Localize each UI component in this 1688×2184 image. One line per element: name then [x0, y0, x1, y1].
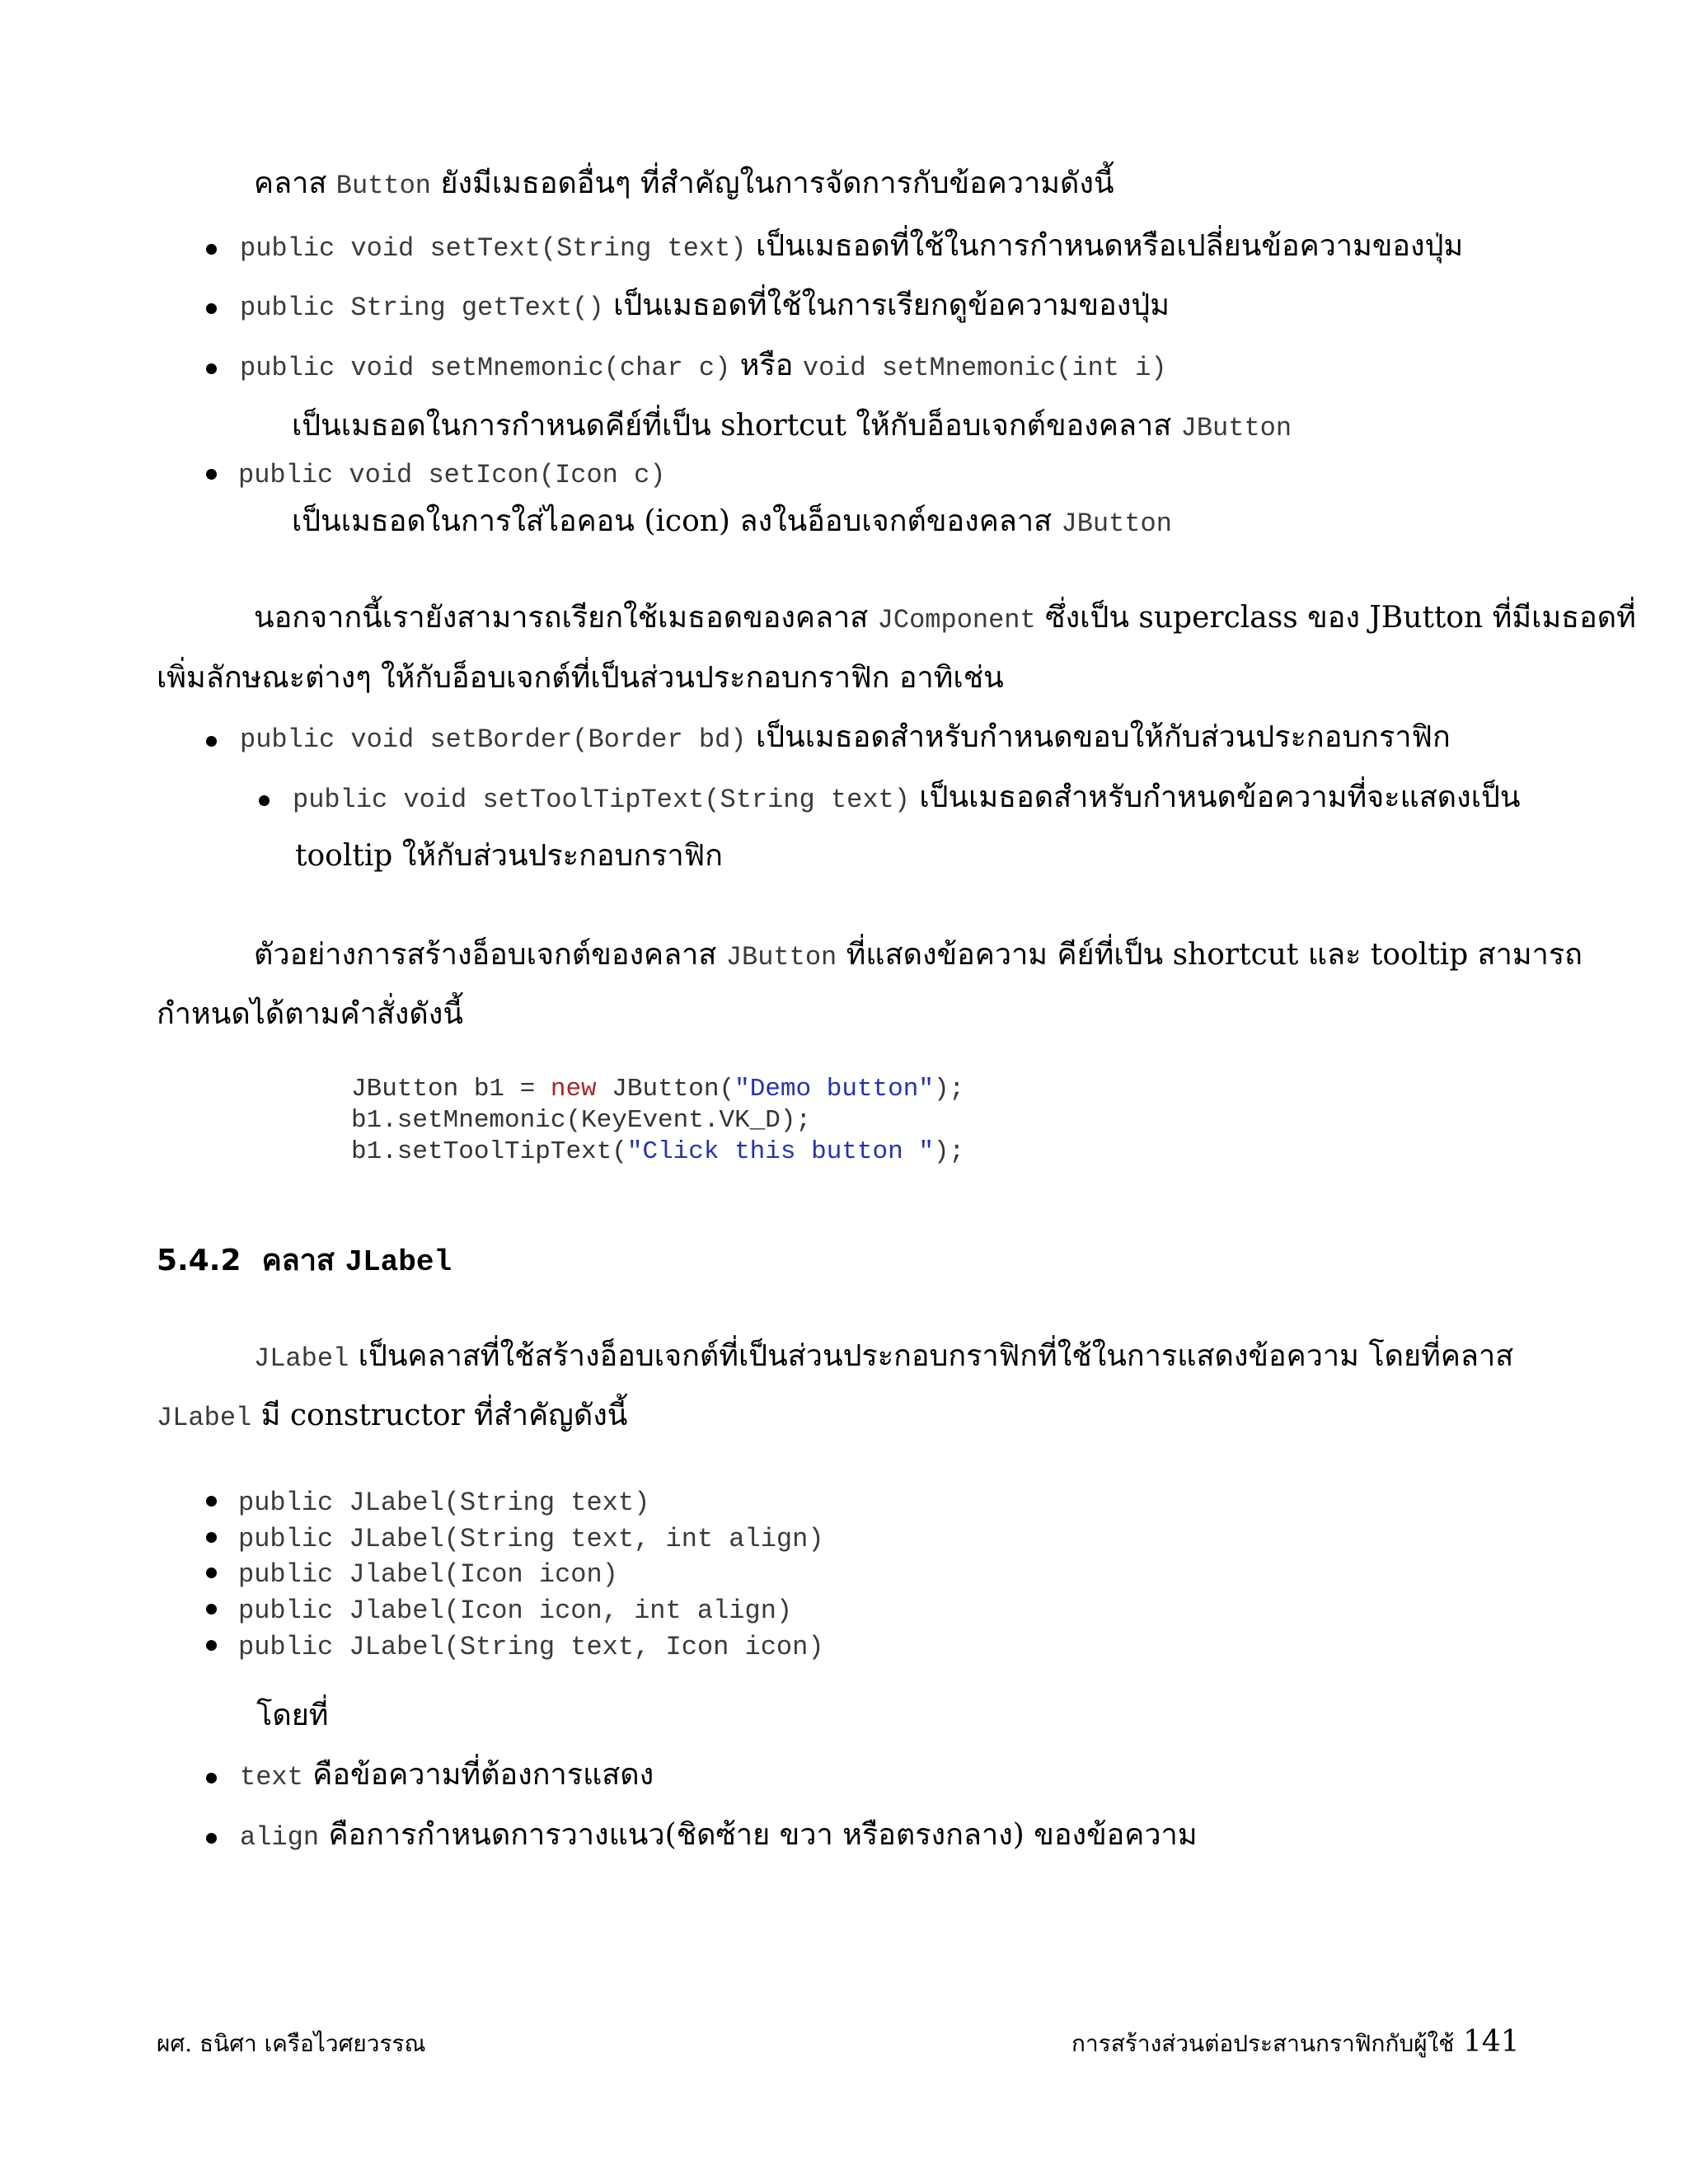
intro-paragraph: คลาส Button ยังมีเมธอดอื่นๆ ที่สำคัญในการจัดการกับข้อความดังนี้ — [254, 166, 1114, 201]
method-description: เป็นเมธอดในการกำหนดคีย์ที่เป็น shortcut ให้กับอ็อบเจกต์ของคลาส JButton — [292, 409, 1292, 443]
code-string: "Demo button" — [734, 1075, 934, 1104]
constructor-item: public Jlabel(Icon icon) — [238, 1559, 618, 1590]
method-setborder — [240, 718, 1451, 760]
method-settext — [240, 227, 1463, 269]
constructor-item: public Jlabel(Icon icon, int align) — [238, 1596, 793, 1626]
section-title-code: JLabel — [345, 1245, 452, 1279]
example-paragraph: ตัวอย่างการสร้างอ็อบเจกต์ของคลาส JButton ที่แสดงข้อความ คีย์ที่เป็น shortcut และ tooltip สามารถ — [254, 938, 1582, 972]
bullet — [206, 1568, 217, 1578]
inline-code: JLabel — [157, 1403, 252, 1433]
footer-author: ผศ. ธนิศา เครือไวศยวรรณ — [157, 2030, 426, 2057]
bullet — [206, 363, 217, 374]
code-line-1: JButton b1 = new JButton("Demo button"); — [351, 1075, 965, 1104]
bullet — [206, 1604, 217, 1615]
method-settooltiptext — [293, 778, 1521, 820]
method-seticon — [238, 453, 665, 495]
method-signature-alt: void setMnemonic(int i) — [802, 353, 1167, 383]
bullet — [206, 1496, 217, 1507]
constructor-item: public JLabel(String text, Icon icon) — [238, 1632, 824, 1662]
inline-code: JLabel — [254, 1343, 349, 1374]
where-label: โดยที่ — [256, 1699, 329, 1732]
jcomponent-paragraph-line-2: เพิ่มลักษณะต่างๆ ให้กับอ็อบเจกต์ที่เป็นส่วนประกอบกราฟิก อาทิเช่น — [157, 661, 1004, 695]
section-number: 5.4.2 — [157, 1244, 241, 1277]
bullet — [206, 1640, 217, 1651]
method-description: เป็นเมธอดที่ใช้ในการกำหนดหรือเปลี่ยนข้อความของปุ่ม — [746, 229, 1464, 263]
jcomponent-paragraph: นอกจากนี้เรายังสามารถเรียกใช้เมธอดของคลาส JComponent ซึ่งเป็น superclass ของ JButton ที่มีเมธอดที่ — [254, 601, 1636, 635]
method-setmnemonic: public void setMnemonic(char c) หรือ void setMnemonic(int i) — [240, 349, 1167, 383]
page-number: 141 — [1463, 2025, 1520, 2059]
bullet — [259, 795, 270, 806]
section-title-thai: คลาส — [261, 1244, 335, 1277]
footer-chapter-title: การสร้างส่วนต่อประสานกราฟิกกับผู้ใช้ — [1071, 2030, 1455, 2057]
bullet — [206, 303, 217, 314]
method-description: เป็นเมธอดที่ใช้ในการเรียกดูข้อความของปุ่ม — [603, 288, 1170, 322]
method-signature: public void setMnemonic(char c) — [240, 353, 731, 383]
param-description: คือข้อความที่ต้องการแสดง — [302, 1758, 654, 1792]
param-name: align — [240, 1822, 320, 1853]
method-description-line-2: tooltip ให้กับส่วนประกอบกราฟิก — [295, 839, 723, 873]
param-align — [240, 1816, 1198, 1858]
constructor-item: public JLabel(String text) — [238, 1488, 650, 1518]
inline-code: JComponent — [877, 605, 1036, 635]
param-text — [240, 1755, 654, 1797]
param-description: คือการกำหนดการวางแนว(ชิดซ้าย ขวา หรือตรงกลาง) ของข้อความ — [319, 1818, 1198, 1852]
bullet — [206, 1532, 217, 1543]
method-signature: public String getText() — [240, 293, 604, 323]
bullet — [206, 1833, 217, 1844]
method-signature: public void setToolTipText(String text) — [293, 785, 910, 815]
code-line-3: b1.setToolTipText("Click this button "); — [351, 1137, 965, 1166]
bullet — [206, 1773, 217, 1783]
bullet — [206, 244, 217, 255]
method-description: เป็นเมธอดสำหรับกำหนดขอบให้กับส่วนประกอบกราฟิก — [746, 720, 1451, 754]
jlabel-paragraph: JLabel เป็นคลาสที่ใช้สร้างอ็อบเจกต์ที่เป็นส่วนประกอบกราฟิกที่ใช้ในการแสดงข้อความ โดยที่คลาส — [254, 1339, 1514, 1374]
inline-code: JButton — [725, 942, 837, 972]
example-paragraph-line-2: กำหนดได้ตามคำสั่งดังนี้ — [157, 997, 463, 1031]
method-signature: public void setText(String text) — [240, 233, 747, 264]
code-line-2: b1.setMnemonic(KeyEvent.VK_D); — [351, 1106, 812, 1135]
bullet — [206, 736, 217, 747]
inline-code: Button — [335, 171, 431, 201]
method-signature: public void setBorder(Border bd) — [240, 724, 747, 755]
code-keyword: new — [550, 1075, 597, 1104]
method-gettext — [240, 286, 1170, 328]
method-description: เป็นเมธอดสำหรับกำหนดข้อความที่จะแสดงเป็น — [909, 780, 1521, 814]
method-signature: public void setIcon(Icon c) — [238, 460, 666, 490]
method-description: เป็นเมธอดในการใส่ไอคอน (icon) ลงในอ็อบเจกต์ของคลาส JButton — [292, 504, 1172, 539]
bullet — [206, 469, 217, 480]
constructor-item: public JLabel(String text, int align) — [238, 1524, 824, 1554]
jlabel-paragraph-line-2: JLabel มี constructor ที่สำคัญดังนี้ — [157, 1399, 628, 1433]
param-name: text — [240, 1762, 303, 1793]
section-heading — [157, 1241, 452, 1282]
code-string: "Click this button " — [626, 1137, 934, 1166]
